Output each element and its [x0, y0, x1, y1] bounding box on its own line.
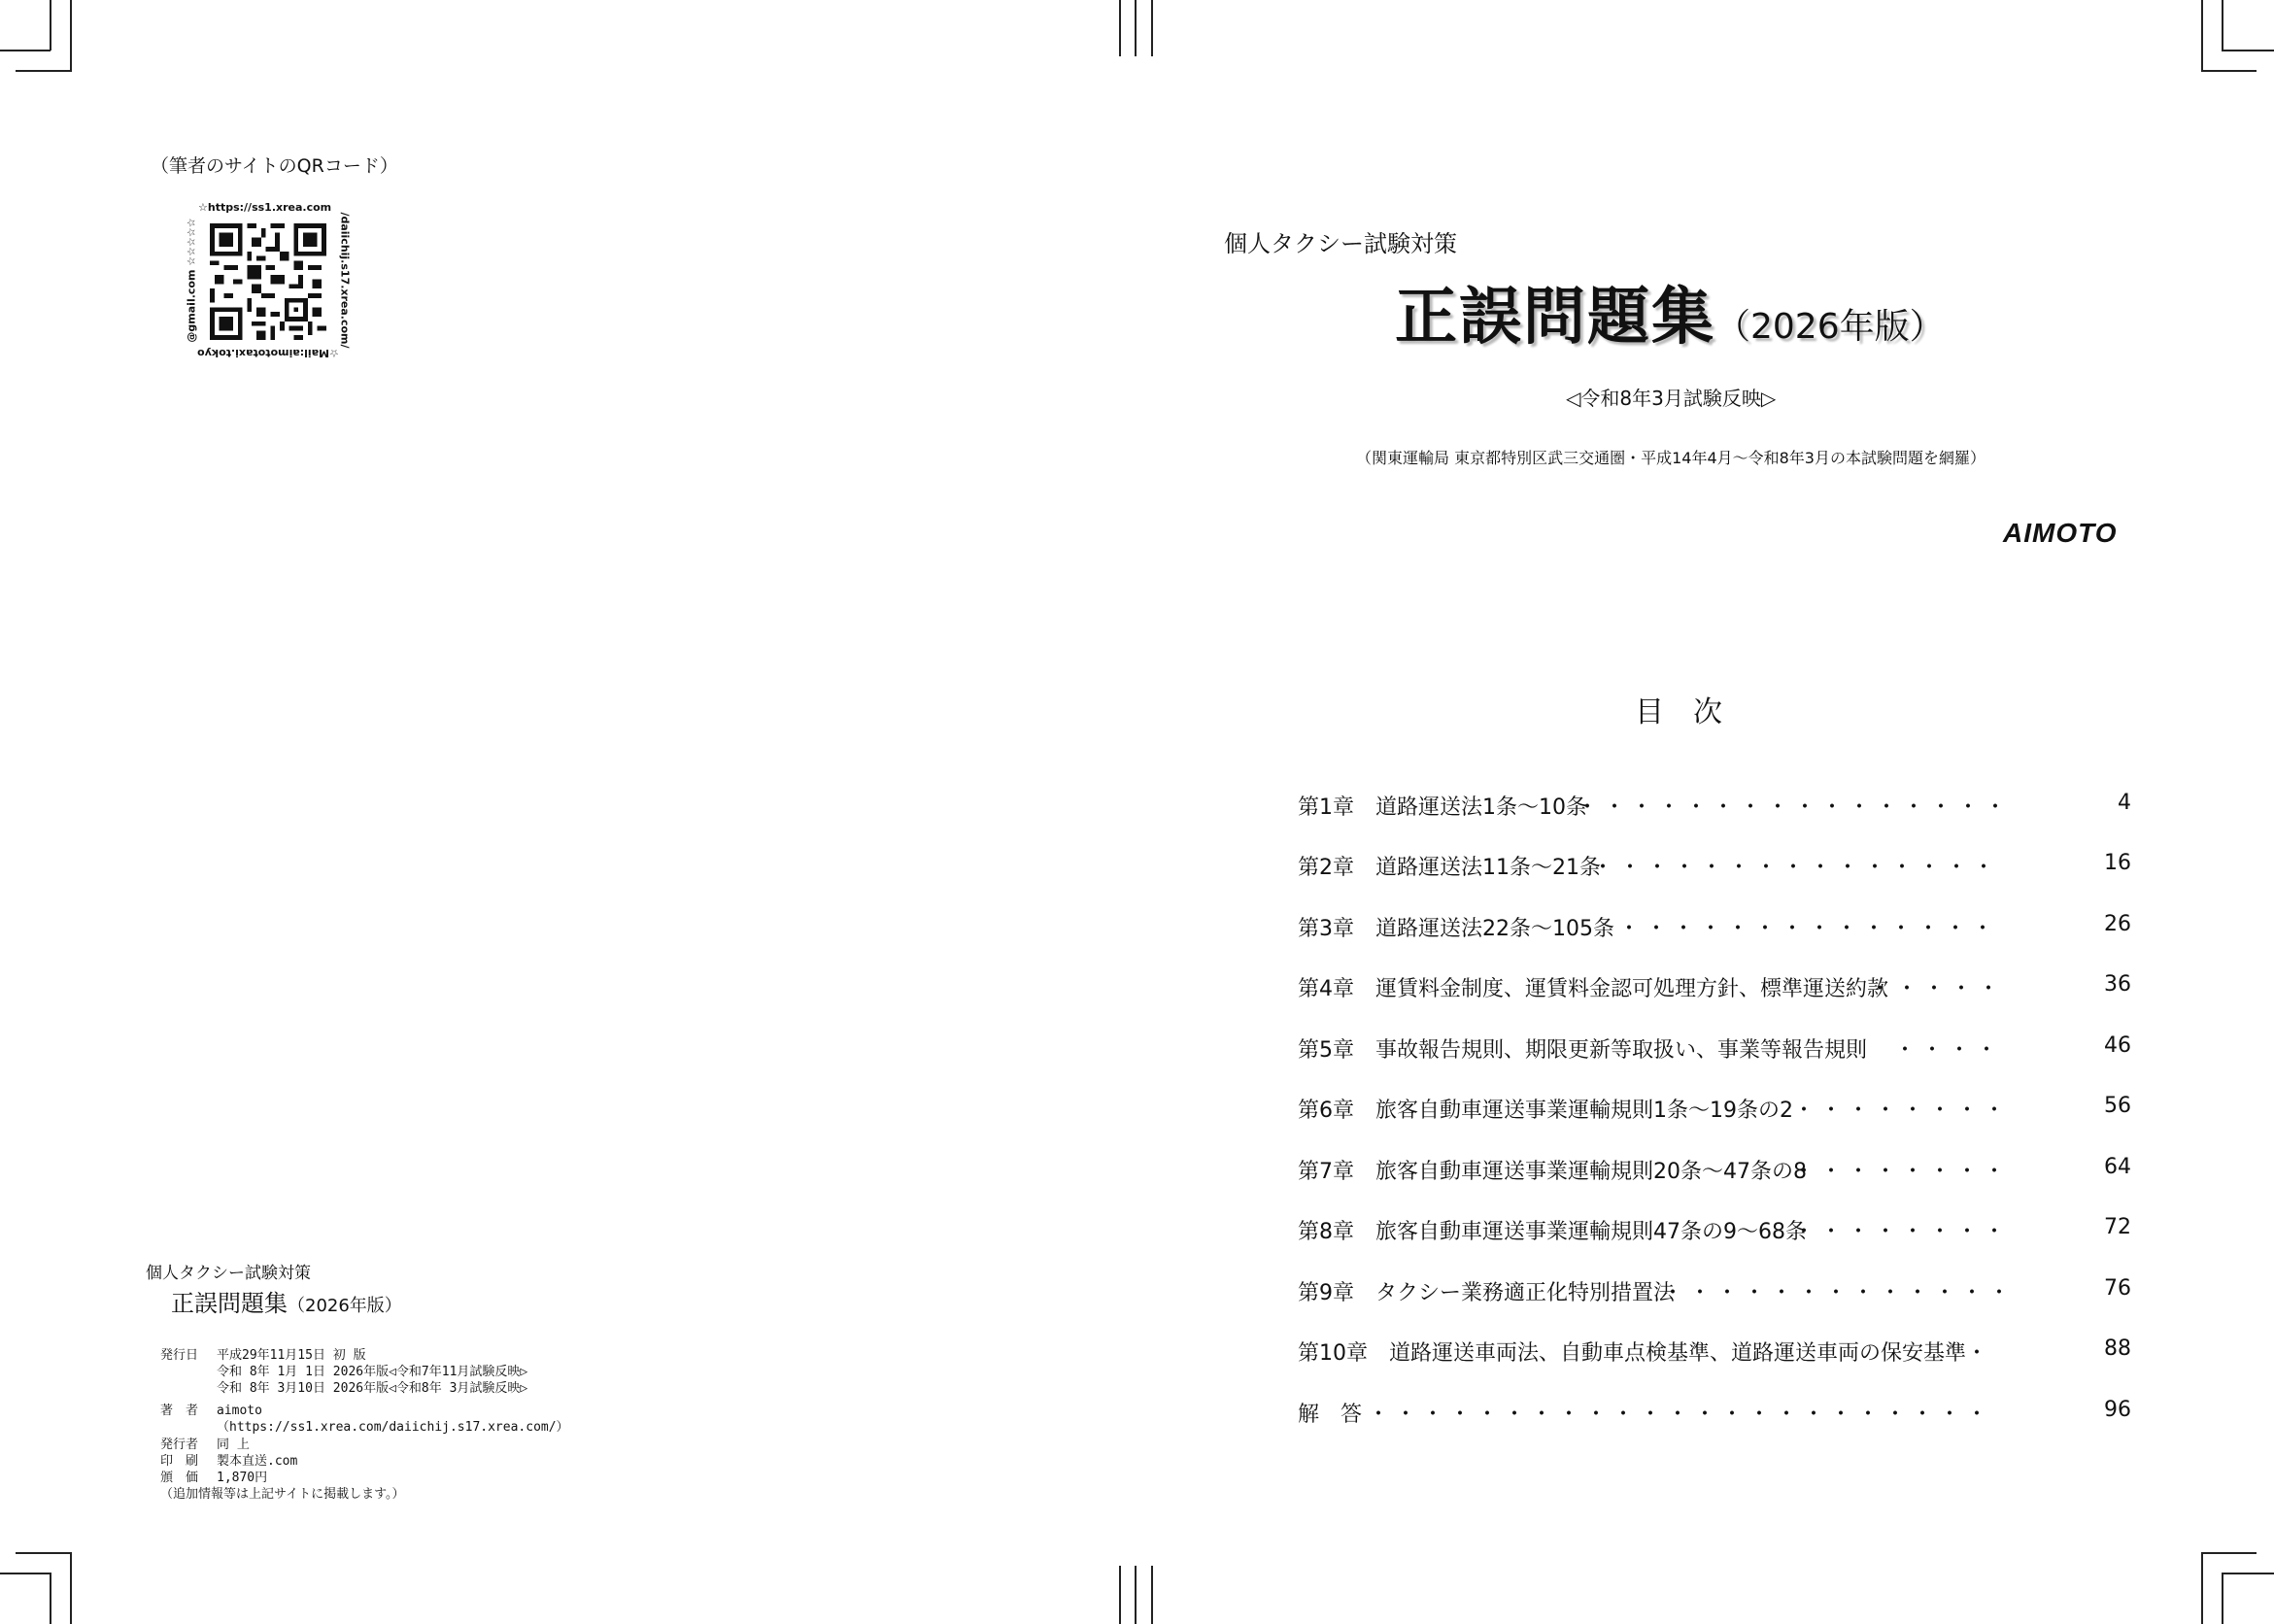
series-title: 個人タクシー試験対策 — [1224, 230, 1457, 257]
toc-entry[interactable] — [1298, 1094, 2131, 1133]
exam-note: ◁令和8年3月試験反映▷ — [1566, 387, 1777, 410]
toc-page: 76 — [2104, 1276, 2131, 1301]
toc-page: 96 — [2104, 1398, 2131, 1422]
colophon-note: （追加情報等は上記サイトに掲載します。） — [160, 1487, 405, 1502]
toc-chapter: 第2章 道路運送法11条～21条 — [1298, 856, 1601, 880]
qr-url-right: /daiichij.s17.xrea.com/ — [338, 212, 352, 349]
toc-page: 16 — [2104, 851, 2131, 875]
colophon-label: 印 刷 — [160, 1454, 199, 1469]
toc-dots: ・・・・・ — [1869, 977, 2006, 1001]
colophon-label: 頒 価 — [160, 1471, 199, 1485]
toc-page: 56 — [2104, 1094, 2131, 1118]
toc-dots: ・・・・・・・・・・・・・・ — [1618, 917, 2000, 941]
colophon-value: （https://ss1.xrea.com/daiichij.s17.xrea.com/） — [217, 1420, 569, 1435]
colophon-title-edition: （2026年版） — [288, 1296, 402, 1316]
toc-dots: ・・・・ — [1894, 1038, 2004, 1063]
toc-page: 88 — [2104, 1336, 2131, 1361]
toc-entry[interactable] — [1298, 1276, 2131, 1315]
toc-chapter: 第5章 事故報告規則、期限更新等取扱い、事業等報告規則 — [1298, 1038, 1867, 1063]
colophon-title — [171, 1284, 402, 1318]
toc-page: 46 — [2104, 1033, 2131, 1058]
qr-mail-left: @gmail.com ☆☆☆☆☆ — [185, 218, 198, 343]
book-title-main: 正誤問題集 — [1395, 282, 1715, 354]
colophon-row — [160, 1416, 569, 1435]
toc-entry[interactable] — [1298, 1336, 2131, 1375]
toc-page: 64 — [2104, 1155, 2131, 1179]
toc-dots: ・・・・・・・・ — [1793, 1099, 2012, 1123]
book-title-edition: （2026年版） — [1715, 307, 1945, 347]
toc-chapter: 第1章 道路運送法1条～10条 — [1298, 795, 1587, 820]
toc-dots: ・・・・・・・・・・・・・・・ — [1592, 856, 2001, 880]
toc-entry[interactable] — [1298, 972, 2131, 1011]
toc-page: 26 — [2104, 912, 2131, 936]
toc-entry[interactable] — [1298, 1033, 2131, 1072]
toc-dots: ・ — [1966, 1341, 1994, 1366]
colophon-value: 令和 8年 1月 1日 2026年版◁令和7年11月試験反映▷ — [217, 1365, 528, 1379]
toc-chapter: 第10章 道路運送車両法、自動車点検基準、道路運送車両の保安基準 — [1298, 1341, 1966, 1366]
toc-chapter: 第9章 タクシー業務適正化特別措置法 — [1298, 1281, 1675, 1305]
colophon-value: 製本直送.com — [217, 1454, 298, 1469]
toc-dots: ・・・・・・・・ — [1793, 1160, 2012, 1184]
toc-entry[interactable] — [1298, 1215, 2131, 1254]
toc-page: 4 — [2118, 791, 2131, 815]
toc-chapter: 第8章 旅客自動車運送事業運輸規則47条の9～68条 — [1298, 1220, 1807, 1244]
toc-heading: 目 次 — [1635, 695, 1722, 729]
colophon-value: 1,870円 — [217, 1471, 268, 1485]
toc-entry[interactable] — [1298, 851, 2131, 890]
qr-code-icon — [210, 223, 326, 340]
toc-dots: ・・・・・・・・・・・・・ — [1662, 1281, 2017, 1305]
toc-chapter: 第4章 運賃料金制度、運賃料金認可処理方針、標準運送約款 — [1298, 977, 1888, 1001]
qr-code-block — [181, 194, 356, 369]
qr-caption: （筆者のサイトのQRコード） — [151, 155, 398, 177]
toc-page: 72 — [2104, 1215, 2131, 1239]
colophon-series: 個人タクシー試験対策 — [146, 1264, 311, 1283]
toc-entry[interactable] — [1298, 1398, 2131, 1437]
colophon-row — [160, 1377, 527, 1396]
toc-chapter: 第7章 旅客自動車運送事業運輸規則20条～47条の8 — [1298, 1160, 1807, 1184]
toc-entry[interactable] — [1298, 791, 2131, 829]
colophon-label: 著 者 — [160, 1404, 199, 1418]
toc-page: 36 — [2104, 972, 2131, 997]
colophon-value: 同 上 — [217, 1438, 250, 1452]
qr-mail-bottom: ☆Mail:aimototaxi.tokyo — [197, 347, 339, 359]
qr-url-top: ☆https://ss1.xrea.com — [198, 201, 332, 214]
toc-chapter: 第6章 旅客自動車運送事業運輸規則1条～19条の2 — [1298, 1099, 1793, 1123]
toc-chapter: 第3章 道路運送法22条～105条 — [1298, 917, 1614, 941]
colophon-label: 発行日 — [160, 1348, 199, 1363]
toc-chapter: 解 答 — [1298, 1403, 1363, 1427]
colophon-label: 発行者 — [160, 1438, 199, 1452]
colophon-value: aimoto — [217, 1404, 262, 1418]
toc-dots: ・・・・・・・・・・・・・・・・ — [1577, 795, 2013, 820]
toc-entry[interactable] — [1298, 912, 2131, 951]
toc-entry[interactable] — [1298, 1155, 2131, 1194]
book-title — [1395, 267, 1945, 356]
colophon-value: 平成29年11月15日 初 版 — [217, 1348, 366, 1363]
toc-dots: ・・・・・・・・ — [1793, 1220, 2012, 1244]
colophon-value: 令和 8年 3月10日 2026年版◁令和8年 3月試験反映▷ — [217, 1381, 528, 1396]
toc-dots: ・・・・・・・・・・・・・・・・・・・・・・・ — [1368, 1403, 1994, 1427]
colophon-title-main: 正誤問題集 — [171, 1290, 288, 1317]
scope-note: （関東運輸局 東京都特別区武三交通圏・平成14年4月～令和8年3月の本試験問題を網羅） — [1356, 449, 1986, 467]
author-logo: AIMOTO — [2003, 518, 2118, 548]
